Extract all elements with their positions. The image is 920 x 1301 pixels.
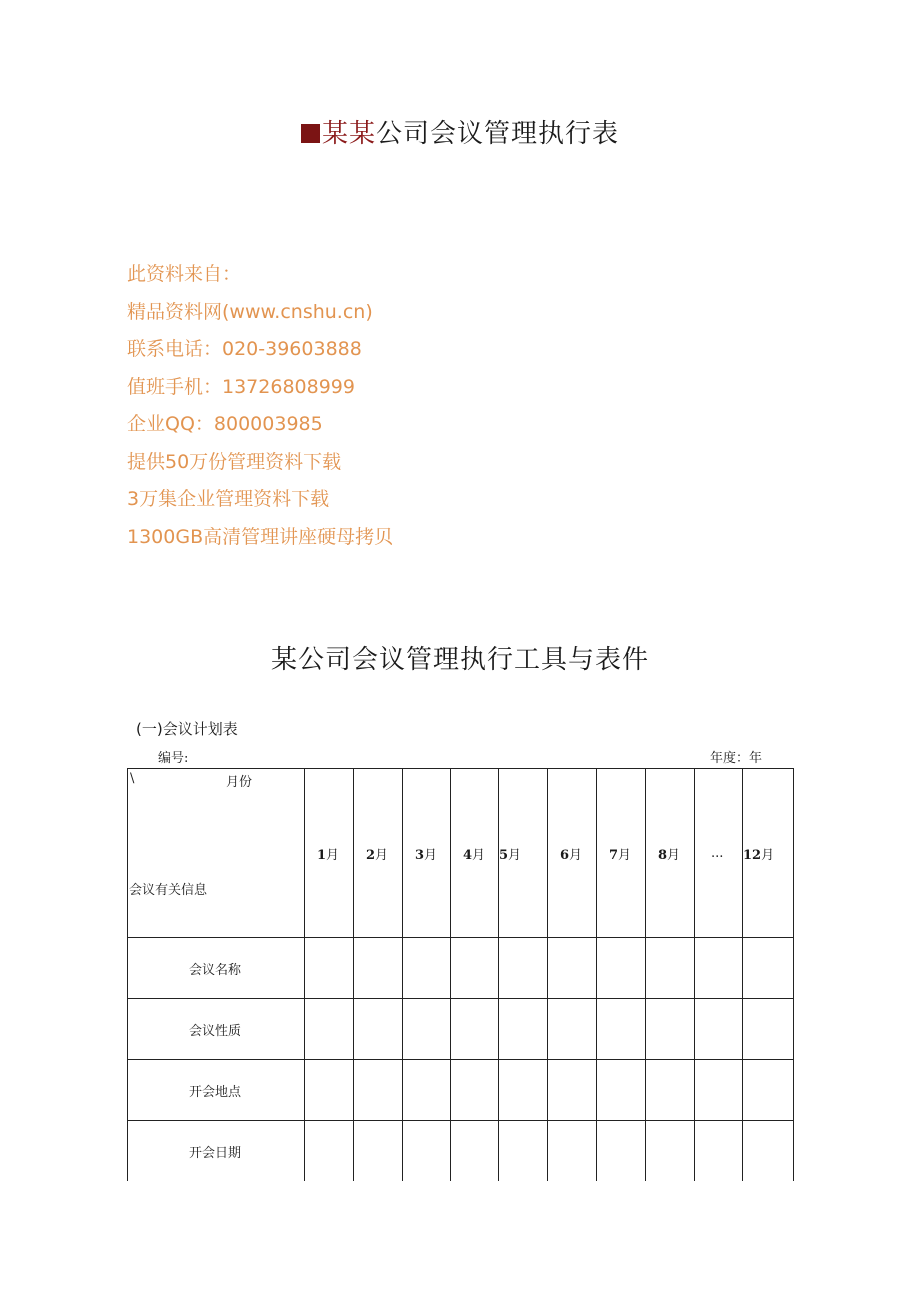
source-line: 精品资料网(www.cnshu.cn) xyxy=(127,300,373,323)
table-cell xyxy=(597,938,646,999)
month-number: 12 xyxy=(743,847,762,863)
table-cell xyxy=(597,999,646,1060)
month-unit: 月 xyxy=(424,847,438,863)
source-line: 此资料来自： xyxy=(127,263,242,285)
row-label: 开会地点 xyxy=(128,1060,305,1121)
month-header-cell xyxy=(548,769,597,938)
month-number: 5 xyxy=(499,847,509,863)
source-info-block xyxy=(127,256,647,556)
table-row xyxy=(128,1121,794,1182)
table-cell xyxy=(646,1060,695,1121)
month-unit: 月 xyxy=(618,847,632,863)
table-cell xyxy=(403,1060,451,1121)
table-cell xyxy=(305,938,354,999)
month-number: 6 xyxy=(560,847,570,863)
table-cell xyxy=(451,999,499,1060)
table-cell xyxy=(451,938,499,999)
red-square-icon xyxy=(301,124,320,143)
table-cell xyxy=(695,1060,743,1121)
month-header-cell xyxy=(403,769,451,938)
main-title xyxy=(0,114,920,154)
month-number: 8 xyxy=(658,847,668,863)
table-cell xyxy=(499,1060,548,1121)
month-unit: 月 xyxy=(508,847,522,863)
corner-info-label: 会议有关信息 xyxy=(129,883,208,898)
month-unit: 月 xyxy=(326,847,340,863)
table-header-row xyxy=(128,769,794,938)
table-cell xyxy=(695,938,743,999)
source-line: 提供50万份管理资料下载 xyxy=(127,450,342,473)
table-row xyxy=(128,1060,794,1121)
table-cell xyxy=(499,1121,548,1182)
table-cell xyxy=(597,1060,646,1121)
month-unit: 月 xyxy=(569,847,583,863)
month-number: 3 xyxy=(415,847,425,863)
row-label: 开会日期 xyxy=(128,1121,305,1182)
source-line: 联系电话：020-39603888 xyxy=(127,338,362,360)
table-cell xyxy=(548,1060,597,1121)
table-cell xyxy=(548,938,597,999)
month-number: 4 xyxy=(463,847,473,863)
serial-number-label: 编号: xyxy=(158,751,189,766)
source-line: 3万集企业管理资料下载 xyxy=(127,488,330,510)
table-cell xyxy=(354,1060,403,1121)
table-cell xyxy=(743,999,794,1060)
row-label: 会议名称 xyxy=(128,938,305,999)
main-title-accent: 某某 xyxy=(321,119,376,149)
month-unit: 月 xyxy=(761,847,775,863)
table-cell xyxy=(646,938,695,999)
month-number: 7 xyxy=(609,847,619,863)
corner-month-label: 月份 xyxy=(226,775,253,790)
month-header-cell xyxy=(451,769,499,938)
month-unit: 月 xyxy=(472,847,486,863)
month-number: 1 xyxy=(317,847,327,863)
table-cell xyxy=(695,999,743,1060)
source-line: 1300GB高清管理讲座硬母拷贝 xyxy=(127,525,394,548)
table-cell xyxy=(548,1121,597,1182)
table-cell xyxy=(451,1060,499,1121)
table-cell xyxy=(305,1121,354,1182)
sub-title: 某公司会议管理执行工具与表件 xyxy=(270,645,649,675)
table-cell xyxy=(646,1121,695,1182)
table-cell xyxy=(499,999,548,1060)
corner-header-cell xyxy=(128,769,305,938)
corner-slash: \ xyxy=(130,771,135,786)
table-row xyxy=(128,999,794,1060)
meeting-plan-table xyxy=(127,768,794,1181)
table-cell xyxy=(646,999,695,1060)
row-label: 会议性质 xyxy=(128,999,305,1060)
section-label: (一)会议计划表 xyxy=(136,720,238,738)
table-cell xyxy=(305,999,354,1060)
table-cell xyxy=(354,938,403,999)
year-label: 年度：年 xyxy=(710,751,763,766)
table-cell xyxy=(597,1121,646,1182)
month-number: 2 xyxy=(366,847,376,863)
month-unit: 月 xyxy=(667,847,681,863)
table-cell xyxy=(743,1060,794,1121)
month-header-cell xyxy=(354,769,403,938)
month-unit: 月 xyxy=(375,847,389,863)
table-cell xyxy=(743,938,794,999)
table-cell xyxy=(403,1121,451,1182)
source-line: 企业QQ：800003985 xyxy=(127,413,323,435)
month-header-cell xyxy=(743,769,794,938)
table-row xyxy=(128,938,794,999)
month-header-cell xyxy=(499,769,548,938)
table-cell xyxy=(403,999,451,1060)
main-title-text: 公司会议管理执行表 xyxy=(376,119,620,149)
table-cell xyxy=(403,938,451,999)
table-cell xyxy=(354,1121,403,1182)
month-header-cell xyxy=(305,769,354,938)
table-cell xyxy=(695,1121,743,1182)
table-cell xyxy=(548,999,597,1060)
table-cell xyxy=(499,938,548,999)
table-cell xyxy=(451,1121,499,1182)
table-cell xyxy=(354,999,403,1060)
month-header-cell xyxy=(695,769,743,938)
month-header-cell xyxy=(646,769,695,938)
table-cell xyxy=(743,1121,794,1182)
month-header-cell xyxy=(597,769,646,938)
source-line: 值班手机：13726808999 xyxy=(127,375,355,398)
table-cell xyxy=(305,1060,354,1121)
month-ellipsis: ... xyxy=(711,845,724,861)
